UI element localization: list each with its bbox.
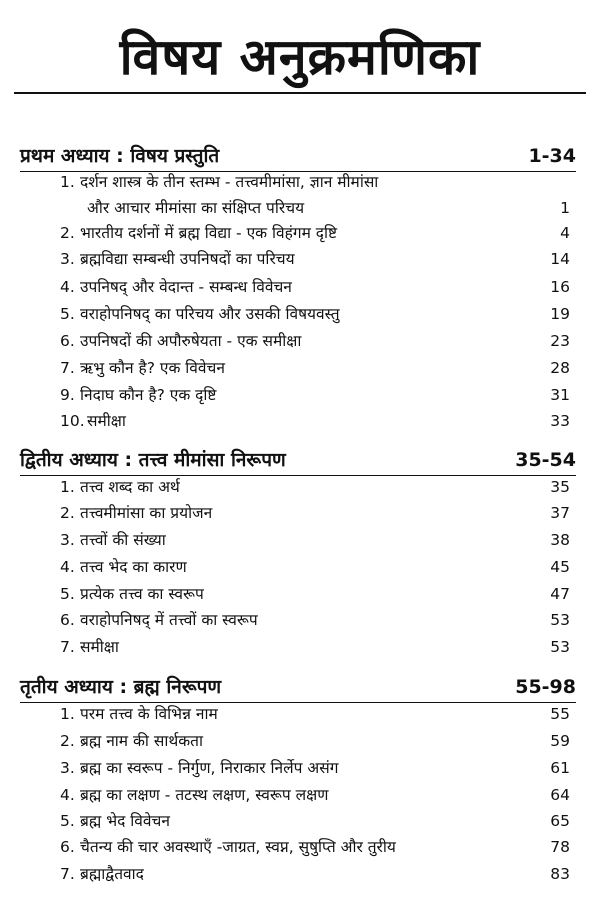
toc-entry <box>60 755 570 781</box>
entry-page: 37 <box>550 504 570 522</box>
entry-number: 4. <box>60 278 75 296</box>
entry-number: 6. <box>60 838 75 856</box>
toc-entry <box>60 246 570 272</box>
entry-text: उपनिषदों की अपौरुषेयता - एक समीक्षा <box>80 332 302 350</box>
entry-number: 3. <box>60 759 75 777</box>
chapter-page-range: 55-98 <box>515 676 576 698</box>
entry-text: चैतन्य की चार अवस्थाएँ -जाग्रत, स्वप्न, सुषुप्ति और तुरीय <box>80 838 396 856</box>
chapter-heading <box>20 445 576 475</box>
entry-page: 35 <box>550 478 570 496</box>
entry-page: 64 <box>550 786 570 804</box>
entry-text: दर्शन शास्त्र के तीन स्तम्भ - तत्त्वमीमांसा, ज्ञान मीमांसा <box>80 173 379 191</box>
entry-text: वराहोपनिषद् में तत्त्वों का स्वरूप <box>80 611 258 629</box>
entry-page: 65 <box>550 812 570 830</box>
toc-entry <box>60 328 570 354</box>
chapter-title: तृतीय अध्याय : ब्रह्म निरूपण <box>20 676 222 698</box>
toc-entry <box>60 408 570 434</box>
entry-number: 5. <box>60 812 75 830</box>
entry-text: तत्त्व भेद का कारण <box>80 558 187 576</box>
entry-text: तत्त्व शब्द का अर्थ <box>80 478 180 496</box>
entry-page: 83 <box>550 865 570 883</box>
entry-page: 61 <box>550 759 570 777</box>
toc-entry <box>60 834 570 860</box>
entry-text: ब्रह्मविद्या सम्बन्धी उपनिषदों का परिचय <box>80 250 295 268</box>
entry-page: 78 <box>550 838 570 856</box>
entry-number: 6. <box>60 611 75 629</box>
entry-text: तत्त्वमीमांसा का प्रयोजन <box>80 504 213 522</box>
toc-entry <box>60 861 570 887</box>
entry-page: 19 <box>550 305 570 323</box>
chapter-page-range: 35-54 <box>515 449 576 471</box>
entry-text: ब्रह्माद्वैतवाद <box>80 865 144 883</box>
entry-page: 53 <box>550 638 570 656</box>
entry-text: वराहोपनिषद् का परिचय और उसकी विषयवस्तु <box>80 305 340 323</box>
entry-text: भारतीय दर्शनों में ब्रह्म विद्या - एक विहंगम दृष्टि <box>80 224 338 242</box>
entry-page: 28 <box>550 359 570 377</box>
entry-text: और आचार मीमांसा का संक्षिप्त परिचय <box>87 199 305 217</box>
toc-entry <box>60 701 570 727</box>
entry-number: 7. <box>60 359 75 377</box>
toc-entry <box>60 382 570 408</box>
entry-page: 4 <box>560 224 570 242</box>
entry-number: 2. <box>60 504 75 522</box>
entry-number: 1. <box>60 478 75 496</box>
entry-text: तत्त्वों की संख्या <box>80 531 166 549</box>
entry-text: ब्रह्म का स्वरूप - निर्गुण, निराकार निर्लेप असंग <box>80 759 339 777</box>
entry-number: 2. <box>60 224 75 242</box>
entry-number: 1. <box>60 173 75 191</box>
entry-page: 23 <box>550 332 570 350</box>
entry-text: ब्रह्म का लक्षण - तटस्थ लक्षण, स्वरूप लक्षण <box>80 786 329 804</box>
entry-text: ऋभु कौन है? एक विवेचन <box>80 359 225 377</box>
entry-number: 4. <box>60 558 75 576</box>
toc-entry <box>60 634 570 660</box>
toc-entry <box>60 274 570 300</box>
toc-entry <box>60 581 570 607</box>
toc-entry <box>60 301 570 327</box>
entry-page: 53 <box>550 611 570 629</box>
toc-entry <box>60 782 570 808</box>
entry-text: ब्रह्म नाम की सार्थकता <box>80 732 204 750</box>
entry-text: निदाघ कौन है? एक दृष्टि <box>80 386 217 404</box>
toc-entry <box>60 220 570 246</box>
entry-number: 10. <box>60 412 85 430</box>
entry-number: 6. <box>60 332 75 350</box>
entry-number: 5. <box>60 585 75 603</box>
entry-page: 38 <box>550 531 570 549</box>
entry-number: 7. <box>60 638 75 656</box>
entry-text: प्रत्येक तत्त्व का स्वरूप <box>80 585 204 603</box>
entry-number: 4. <box>60 786 75 804</box>
toc-entry <box>60 474 570 500</box>
entry-number: 9. <box>60 386 75 404</box>
entry-page: 59 <box>550 732 570 750</box>
chapter-heading <box>20 672 576 702</box>
entry-text: समीक्षा <box>87 412 126 430</box>
entry-page: 16 <box>550 278 570 296</box>
entry-page: 14 <box>550 250 570 268</box>
entry-text: उपनिषद् और वेदान्त - सम्बन्ध विवेचन <box>80 278 292 296</box>
toc-entry <box>60 607 570 633</box>
entry-page: 45 <box>550 558 570 576</box>
entry-page: 47 <box>550 585 570 603</box>
entry-number: 5. <box>60 305 75 323</box>
entry-text: परम तत्त्व के विभिन्न नाम <box>80 705 218 723</box>
entry-number: 7. <box>60 865 75 883</box>
toc-entry <box>60 554 570 580</box>
entry-number: 3. <box>60 531 75 549</box>
chapter-page-range: 1-34 <box>528 145 576 167</box>
chapter-title: द्वितीय अध्याय : तत्त्व मीमांसा निरूपण <box>20 449 286 471</box>
toc-entry <box>60 355 570 381</box>
entry-number: 2. <box>60 732 75 750</box>
entry-text: ब्रह्म भेद विवेचन <box>80 812 170 830</box>
toc-entry <box>60 808 570 834</box>
page-title: विषय अनुक्रमणिका <box>119 28 481 86</box>
chapter-title: प्रथम अध्याय : विषय प्रस्तुति <box>20 145 220 167</box>
toc-entry <box>60 728 570 754</box>
toc-entry <box>60 169 570 195</box>
chapter-heading <box>20 141 576 171</box>
entry-page: 55 <box>550 705 570 723</box>
entry-page: 31 <box>550 386 570 404</box>
entry-page: 33 <box>550 412 570 430</box>
toc-entry <box>60 500 570 526</box>
entry-number: 3. <box>60 250 75 268</box>
entry-number: 1. <box>60 705 75 723</box>
toc-entry <box>60 527 570 553</box>
toc-entry <box>60 195 570 221</box>
entry-text: समीक्षा <box>80 638 119 656</box>
entry-page: 1 <box>560 199 570 217</box>
title-underline <box>14 92 586 94</box>
